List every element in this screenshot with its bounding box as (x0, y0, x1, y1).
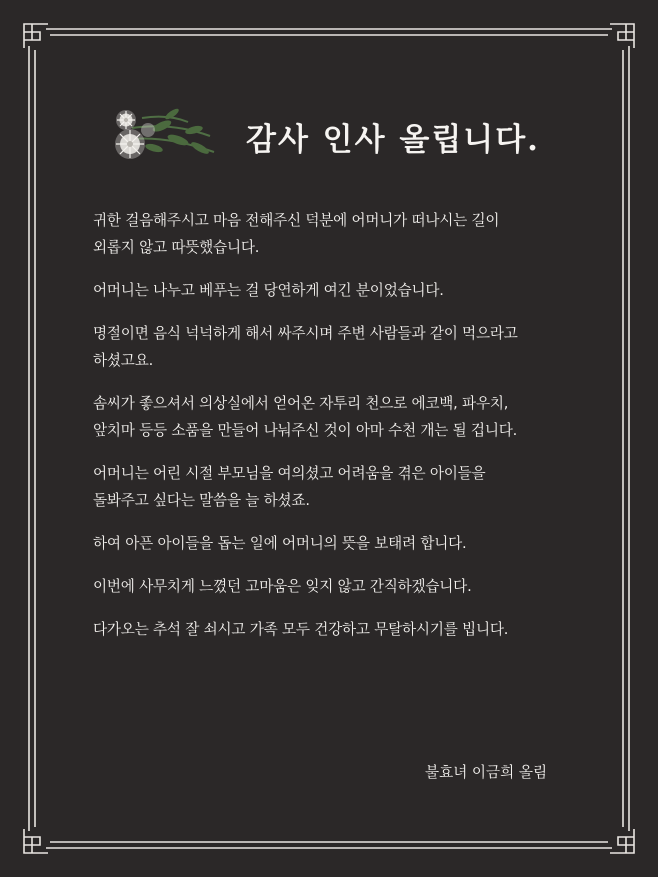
text-line: 앞치마 등등 소품을 만들어 나눠주신 것이 아마 수천 개는 될 겁니다. (93, 422, 518, 439)
text-line: 다가오는 추석 잘 쇠시고 가족 모두 건강하고 무탈하시기를 빕니다. (93, 621, 509, 638)
paragraph-8 (93, 616, 593, 643)
text-line: 명절이면 음식 넉넉하게 해서 싸주시며 주변 사람들과 같이 먹으라고 (93, 325, 518, 342)
text-line: 귀한 걸음해주시고 마음 전해주신 덕분에 어머니가 떠나시는 길이 (93, 212, 500, 229)
paragraph-7 (93, 573, 593, 600)
text-line: 하셨고요. (93, 352, 154, 369)
text-line: 솜씨가 좋으셔서 의상실에서 얻어온 자투리 천으로 에코백, 파우치, (93, 395, 509, 412)
text-line: 외롭지 않고 따뜻했습니다. (93, 239, 260, 256)
title-row (100, 100, 560, 170)
text-line: 어머니는 어린 시절 부모님을 여의셨고 어려움을 겪은 아이들을 (93, 465, 486, 482)
corner-ornament-icon (24, 829, 48, 853)
corner-ornament-icon (610, 24, 634, 48)
corner-ornament-icon (24, 24, 48, 48)
paragraph-6 (93, 530, 593, 557)
paragraph-1 (93, 207, 593, 261)
text-line: 돌봐주고 싶다는 말씀을 늘 하셨죠. (93, 492, 310, 509)
chrysanthemum-icon (102, 100, 220, 166)
text-line: 이번에 사무치게 느꼈던 고마움은 잊지 않고 간직하겠습니다. (93, 578, 472, 595)
letter-body (93, 207, 593, 659)
paragraph-5 (93, 460, 593, 514)
letter-title: 감사 인사 올립니다. (246, 122, 540, 158)
text-line: 어머니는 나누고 베푸는 걸 당연하게 여긴 분이었습니다. (93, 282, 444, 299)
text-line: 하여 아픈 아이들을 돕는 일에 어머니의 뜻을 보태려 합니다. (93, 535, 467, 552)
paragraph-2 (93, 277, 593, 304)
paragraph-4 (93, 390, 593, 444)
corner-ornament-icon (610, 829, 634, 853)
paragraph-3 (93, 320, 593, 374)
signature: 불효녀 이금희 올림 (425, 764, 548, 781)
